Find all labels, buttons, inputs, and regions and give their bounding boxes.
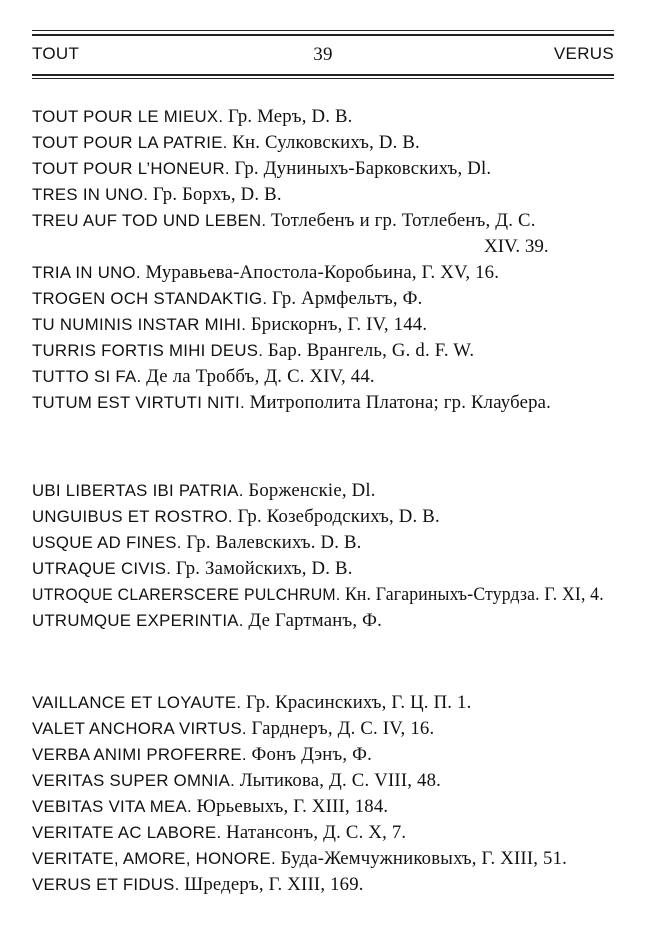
entry-description: Гр. Дуниныхъ-Барковскихъ, Dl.: [234, 158, 492, 179]
list-item: [32, 874, 614, 896]
entry-motto: UTRUMQUE EXPERINTIA.: [32, 611, 244, 630]
entry-description: Натансонъ, Д. С. X, 7.: [226, 822, 407, 843]
entry-description: Гарднеръ, Д. С. IV, 16.: [251, 718, 435, 739]
entry-motto: UTRAQUE CIVIS.: [32, 559, 172, 578]
entry-description: Де Гартманъ, Ф.: [248, 610, 382, 631]
header-left-guide-word: TOUT: [32, 44, 80, 63]
entry-description: Брискорнъ, Г. IV, 144.: [250, 314, 428, 335]
entry-description: Гр. Борхъ, D. B.: [152, 184, 282, 205]
entry-motto: VERITAS SUPER OMNIA.: [32, 771, 236, 790]
entry-description: Гр. Красинскихъ, Г. Ц. П. 1.: [245, 692, 472, 713]
list-item: [32, 340, 614, 362]
header-rule-double: [32, 78, 614, 79]
entry-description: Борженскіе, Dl.: [248, 480, 376, 501]
entry-description: Гр. Валевскихъ. D. B.: [186, 532, 362, 553]
entry-motto: TOUT POUR L’HONEUR.: [32, 159, 230, 178]
list-item: [32, 584, 604, 606]
header-right-guide-word: VERUS: [553, 44, 614, 63]
entry-description: Буда-Жемчужниковыхъ, Г. XIII, 51.: [280, 848, 568, 869]
top-rule: [32, 30, 614, 31]
list-item: [32, 506, 614, 528]
list-item: [32, 184, 614, 206]
entry-motto: UBI LIBERTAS IBI PATRIA.: [32, 481, 244, 500]
entry-description: Фонъ Дэнъ, Ф.: [251, 744, 373, 765]
entry-description: Юрьевыхъ, Г. XIII, 184.: [196, 796, 389, 817]
list-item: [32, 718, 614, 740]
entry-motto: TU NUMINIS INSTAR MIHI.: [32, 315, 247, 334]
entry-motto: VERUS ET FIDUS.: [32, 875, 180, 894]
entry-description: Шредеръ, Г. XIII, 169.: [184, 874, 364, 895]
entry-description: Гр. Армфельтъ, Ф.: [271, 288, 423, 309]
list-item: [32, 366, 614, 388]
list-item: [32, 848, 614, 870]
entry-motto: VERBA ANIMI PROFERRE.: [32, 745, 247, 764]
entry-motto: TOUT POUR LE MIEUX.: [32, 107, 224, 126]
entry-description: Де ла Троббъ, Д. С. XIV, 44.: [146, 366, 375, 387]
list-item: [32, 288, 614, 310]
entry-description: Кн. Гагариныхъ-Стурдза. Г. XI, 4.: [344, 584, 604, 605]
list-item: [32, 610, 614, 632]
list-item: [32, 480, 614, 502]
entry-motto: VERITATE, AMORE, HONORE.: [32, 849, 276, 868]
entry-description: Кн. Сулковскихъ, D. B.: [232, 132, 420, 153]
running-header: [32, 44, 614, 70]
entry-motto: TUTUM EST VIRTUTI NITI.: [32, 393, 245, 412]
list-item: [32, 210, 614, 232]
list-item: [32, 158, 614, 180]
entry-motto: VAILLANCE ET LOYAUTE.: [32, 693, 242, 712]
list-item: [32, 314, 614, 336]
list-item: [32, 770, 614, 792]
header-rule: [32, 74, 614, 76]
list-item: [32, 558, 614, 580]
list-item: [32, 692, 614, 714]
entry-motto: TURRIS FORTIS MIHI DEUS.: [32, 341, 264, 360]
entry-continuation: XIV. 39.: [484, 236, 549, 257]
list-item: [32, 106, 614, 128]
top-rule-double: [32, 34, 614, 36]
entry-description: Тотлебенъ и гр. Тотлебенъ, Д. С.: [271, 210, 536, 231]
entry-motto: TRES IN UNO.: [32, 185, 149, 204]
entry-motto: TROGEN OCH STANDAKTIG.: [32, 289, 268, 308]
entry-description: Лытикова, Д. С. VIII, 48.: [239, 770, 442, 791]
list-item: [32, 262, 614, 284]
entry-description: Муравьева-Апостола-Коробьина, Г. XV, 16.: [145, 262, 500, 283]
page-number: 39: [313, 44, 333, 65]
entry-description: Гр. Козебродскихъ, D. B.: [237, 506, 440, 527]
entry-description: Бар. Врангель, G. d. F. W.: [267, 340, 475, 361]
list-item: [32, 392, 614, 414]
entry-motto: UTROQUE CLARERSCERE PULCHRUM.: [32, 585, 341, 604]
entry-motto: TOUT POUR LA PATRIE.: [32, 133, 228, 152]
entry-motto: TUTTO SI FA.: [32, 367, 142, 386]
entry-description: Митрополита Платона; гр. Клаубера.: [249, 392, 552, 413]
list-item: [32, 532, 614, 554]
entry-description: Гр. Замойскихъ, D. B.: [175, 558, 353, 579]
list-item: [32, 822, 614, 844]
entry-motto: USQUE AD FINES.: [32, 533, 182, 552]
entry-description: Гр. Меръ, D. B.: [227, 106, 353, 127]
entry-motto: UNGUIBUS ET ROSTRO.: [32, 507, 233, 526]
entry-motto: VERITATE AC LABORE.: [32, 823, 222, 842]
list-item: [32, 132, 614, 154]
entry-motto: TRIA IN UNO.: [32, 263, 141, 282]
entry-motto: VEBITAS VITA MEA.: [32, 797, 192, 816]
list-item: [32, 796, 614, 818]
entry-motto: TREU AUF TOD UND LEBEN.: [32, 211, 267, 230]
list-item: [32, 744, 614, 766]
entry-motto: VALET ANCHORA VIRTUS.: [32, 719, 247, 738]
